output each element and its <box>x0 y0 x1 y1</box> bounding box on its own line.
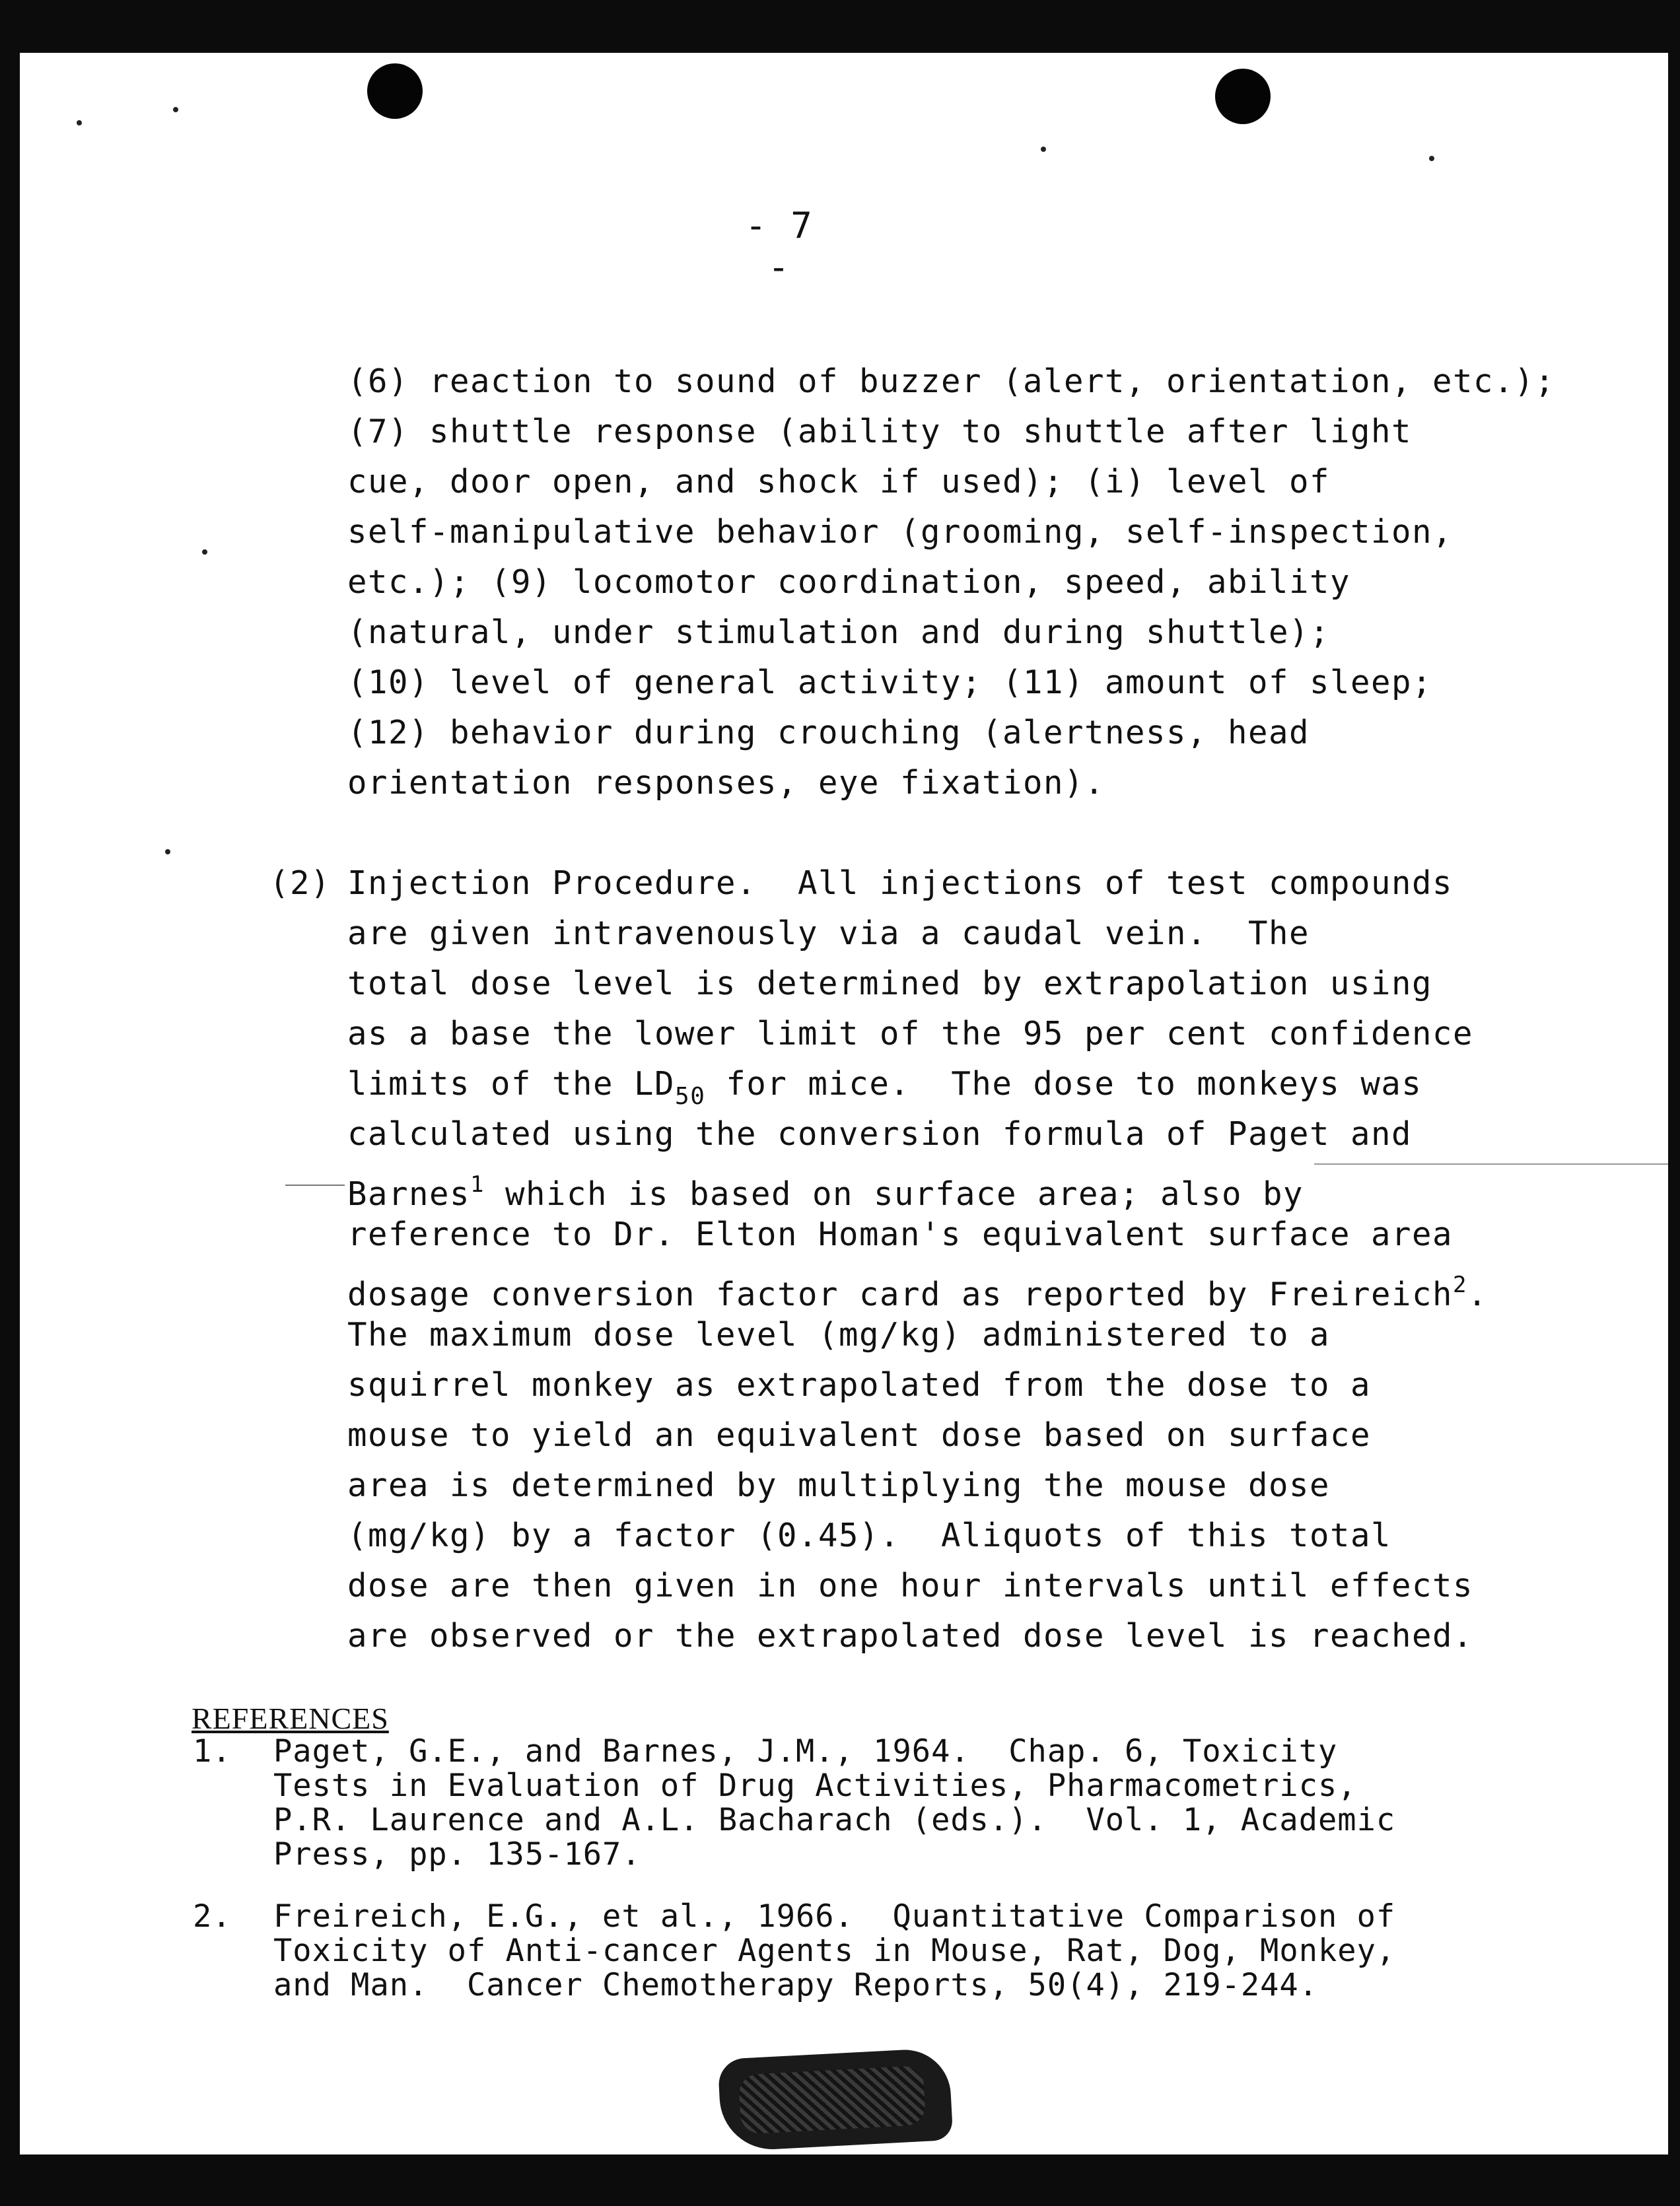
scan-speck <box>77 120 82 125</box>
injection-line: Injection Procedure. All injections of test compounds <box>347 864 1453 902</box>
reference-line: Press, pp. 135-167. <box>273 1836 641 1873</box>
injection-text: . <box>1467 1276 1488 1313</box>
body-line: (12) behavior during crouching (alertness, head <box>347 714 1310 751</box>
scan-border-left-notch <box>0 1413 11 2153</box>
injection-line: are observed or the extrapolated dose level is reached. <box>347 1617 1474 1655</box>
reference-line: and Man. Cancer Chemotherapy Reports, 50(4), 219-244. <box>273 1967 1319 2003</box>
footnote-marker: 2 <box>1453 1272 1468 1298</box>
injection-text: which is based on surface area; also by <box>485 1175 1304 1213</box>
scan-speck <box>165 849 170 854</box>
scan-speck <box>1429 156 1434 161</box>
injection-line: reference to Dr. Elton Homan's equivalent surface area <box>347 1216 1453 1253</box>
injection-line: (mg/kg) by a factor (0.45). Aliquots of this total <box>347 1517 1392 1554</box>
reference-number: 1. <box>193 1733 232 1770</box>
injection-line <box>347 1165 1304 1214</box>
body-line: cue, door open, and shock if used); (i) level of <box>347 463 1331 500</box>
injection-line <box>347 1265 1488 1315</box>
subscript: 50 <box>675 1083 706 1110</box>
reference-line: Paget, G.E., and Barnes, J.M., 1964. Chap. 6, Toxicity <box>273 1733 1338 1770</box>
injection-line: are given intravenously via a caudal vein. The <box>347 914 1310 952</box>
scan-artifact-line <box>1314 1163 1668 1165</box>
injection-line: total dose level is determined by extrapolation using <box>347 965 1433 1002</box>
references-heading: REFERENCES <box>192 1702 389 1735</box>
injection-text: Barnes <box>347 1175 471 1213</box>
punch-hole-left <box>367 63 423 119</box>
injection-line: squirrel monkey as extrapolated from the dose to a <box>347 1366 1372 1404</box>
injection-text: for mice. The dose to monkeys was <box>705 1065 1422 1103</box>
injection-line: calculated using the conversion formula of Paget and <box>347 1115 1413 1153</box>
body-line: self-manipulative behavior (grooming, self-inspection, <box>347 513 1453 551</box>
punch-hole-right <box>1215 69 1271 124</box>
scan-border-top <box>0 0 1680 53</box>
ink-blot <box>718 2048 954 2152</box>
reference-line: P.R. Laurence and A.L. Bacharach (eds.). Vol. 1, Academic <box>273 1802 1396 1838</box>
scan-artifact-line <box>285 1185 345 1186</box>
page-number: - 7 - <box>745 205 814 288</box>
body-line: etc.); (9) locomotor coordination, speed, ability <box>347 563 1351 601</box>
scan-speck <box>1041 147 1046 152</box>
injection-text: limits of the LD <box>347 1065 676 1103</box>
injection-line: area is determined by multiplying the mouse dose <box>347 1466 1331 1504</box>
reference-line: Tests in Evaluation of Drug Activities, Pharmacometrics, <box>273 1768 1357 1804</box>
scan-speck <box>202 549 207 555</box>
scan-speck <box>173 107 178 112</box>
reference-line: Toxicity of Anti-cancer Agents in Mouse, Rat, Dog, Monkey, <box>273 1933 1396 1969</box>
ink-blot-texture <box>738 2065 926 2135</box>
body-line: (natural, under stimulation and during shuttle); <box>347 613 1331 651</box>
scan-border-bottom <box>0 2154 1680 2206</box>
injection-line: as a base the lower limit of the 95 per cent confidence <box>347 1015 1474 1052</box>
scan-border-right <box>1668 0 1680 2206</box>
reference-line: Freireich, E.G., et al., 1966. Quantitative Comparison of <box>273 1898 1396 1935</box>
footnote-marker: 1 <box>470 1171 485 1198</box>
injection-line: dose are then given in one hour intervals until effects <box>347 1567 1474 1604</box>
injection-line <box>347 1064 1422 1117</box>
injection-line: mouse to yield an equivalent dose based on surface <box>347 1416 1372 1454</box>
body-line: orientation responses, eye fixation). <box>347 764 1105 802</box>
body-line: (10) level of general activity; (11) amount of sleep; <box>347 664 1433 701</box>
body-line: (7) shuttle response (ability to shuttle after light <box>347 413 1413 450</box>
injection-line: The maximum dose level (mg/kg) administered to a <box>347 1316 1331 1354</box>
body-line: (6) reaction to sound of buzzer (alert, orientation, etc.); <box>347 362 1556 400</box>
section-number: (2) <box>269 864 332 902</box>
reference-number: 2. <box>193 1898 232 1935</box>
injection-text: dosage conversion factor card as reported by Freireich <box>347 1276 1453 1313</box>
